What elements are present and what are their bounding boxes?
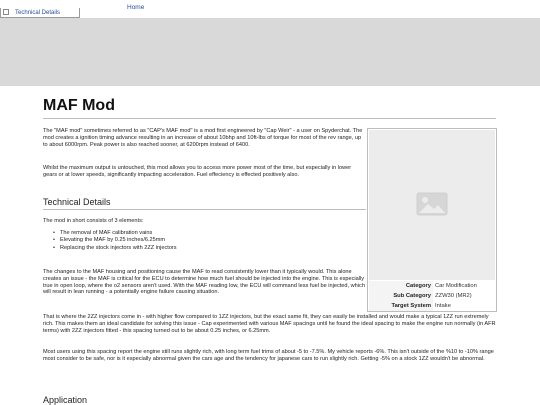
section-intro: The mod in short consists of 3 elements:	[43, 218, 144, 224]
list-item: • The removal of MAF calibration vains	[60, 230, 177, 237]
body-paragraph: That is where the 2ZZ injectors come in - with higher flow compared to 1ZZ injectors, but the exact same fit, they can easily be installed and would make a typical 1ZZ run extremely rich. This makes them an ideal candidate for solving this issue - Cap experimented with various MAF spacings until he found the ideal spacing to make the engine run normally (in AFR terms) with 2ZZ injectors fitted - this spacing turned out to be about 0.25 inches, or 6.25mm.	[43, 314, 496, 334]
infobox-value: ZZW30 (MR2)	[435, 293, 472, 299]
body-paragraph: The changes to the MAF housing and positioning cause the MAF to read consistently lower than it typically would. This alone creates an issue - the MAF is critical for the ECU to determine how much fuel should be injected into the engine. This is especially true in open loop, where the o2 sensors aren't used. With the MAF reading low, the ECU will command less fuel be injected, which will result in lean running - a potentially engine failure causing situation.	[43, 269, 365, 296]
body-paragraph: Most users using this spacing report the engine still runs slightly rich, with long term fuel trims of about -5 to -7.5%. My vehicle reports -6%. This isn't outside of the %10 to -10% range most consider to be safe, nor is it especially abnormal given the cars age and the tendency for japanese cars to run slightly rich. Getting -5% on a stock 1ZZ wouldn't be abnormal.	[43, 349, 494, 362]
table-row	[369, 281, 495, 291]
table-row	[369, 301, 495, 311]
infobox-image	[369, 130, 495, 280]
infobox-table	[369, 281, 495, 311]
top-nav-bar	[0, 0, 540, 18]
intro-paragraph: The "MAF mod" sometimes referred to as "CAP's MAF mod" is a mod first engineered by "Cap Weir" - a user on Spyderchat. The mod creates a ignition timing advance resulting in an increase of about 10bhp and 10ft-lbs of torque for most of the rev range, up to about 6000rpm. Peak power is also reached sooner, at 6200rpm instead of 6400.	[43, 128, 363, 148]
section-heading-application: Application	[43, 395, 88, 405]
image-placeholder-icon	[416, 192, 448, 216]
toc-dropdown[interactable]	[0, 8, 80, 18]
table-row	[369, 291, 495, 301]
section-heading-technical-details: Technical Details	[43, 197, 111, 207]
infobox-key: Category	[369, 281, 433, 291]
home-link[interactable]: Home	[127, 4, 145, 11]
infobox-key: Target System	[369, 301, 433, 311]
title-divider	[43, 118, 496, 119]
intro-paragraph: Whilst the maximum output is untouched, this mod allows you to access more power most of the time, but especially in lower gears or at lower speeds, significantly impacting acceleration. Fuel effeciency is effected positively also.	[43, 165, 352, 178]
mod-elements-list	[60, 230, 177, 252]
page-title: MAF Mod	[43, 97, 115, 114]
toc-current-section: Technical Details	[15, 10, 61, 16]
infobox	[367, 128, 497, 312]
section-divider	[43, 209, 366, 210]
toc-icon	[3, 9, 9, 15]
list-item: • Replacing the stock injectors with 2ZZ injectors	[60, 245, 177, 252]
infobox-value: Intake	[435, 303, 451, 309]
infobox-key: Sub Category	[369, 291, 433, 301]
list-item: • Elevating the MAF by 0.25 inches/6.25mm	[60, 237, 177, 244]
infobox-value: Car Modification	[435, 283, 477, 289]
